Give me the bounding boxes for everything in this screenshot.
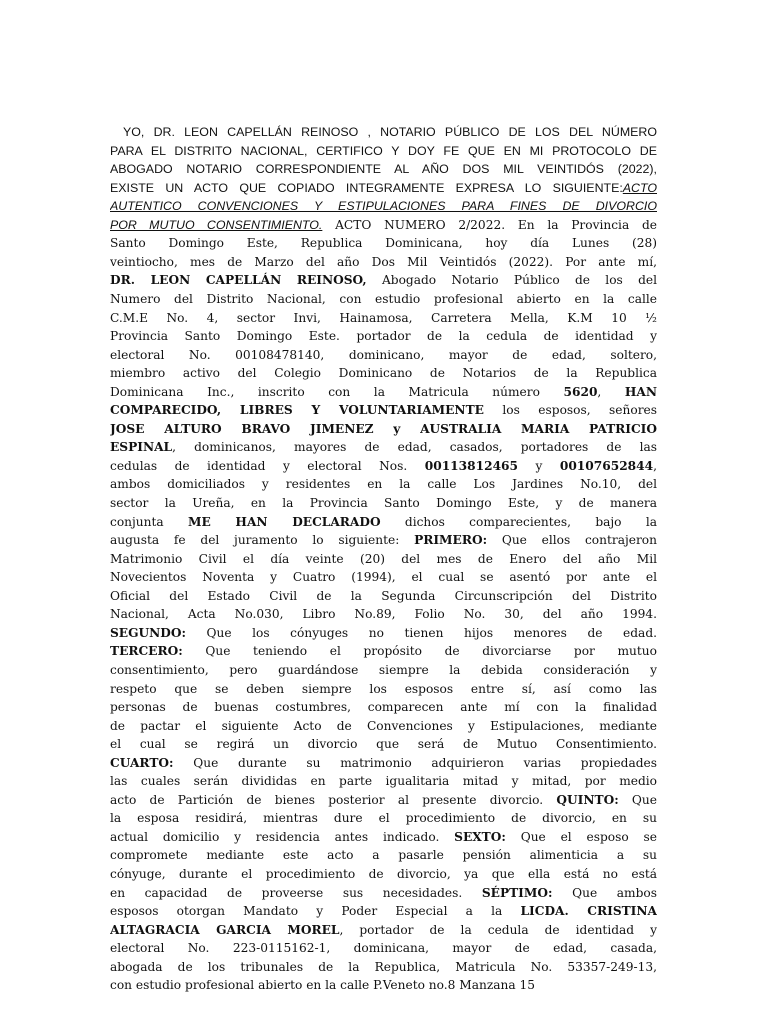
text-line [123, 123, 657, 142]
text-segment: los esposos, señores [483, 403, 657, 417]
text-segment: el cual se regirá un divorcio que será de Mutuo Consentimiento. [110, 737, 657, 751]
text-segment: Abogado Notario Público de los del [366, 273, 657, 287]
text-line [110, 346, 657, 365]
text-line [110, 661, 657, 680]
text-segment: en capacidad de proveerse sus necesidades. [110, 886, 482, 900]
text-segment: , [597, 385, 625, 399]
text-line [110, 197, 657, 216]
text-line [110, 234, 657, 253]
text-line [110, 327, 657, 346]
text-line [110, 475, 657, 494]
bold-text: LICDA. CRISTINA [520, 904, 657, 918]
text-line [110, 735, 657, 754]
text-segment: Dominicana Inc., inscrito con la Matricula número [110, 385, 564, 399]
text-segment: Que [618, 793, 657, 807]
text-line [110, 791, 657, 810]
text-segment: cónyuge, durante el procedimiento de divorcio, ya que ella está no está [110, 867, 657, 881]
text-line [110, 939, 657, 958]
bold-text: JOSE ALTURO BRAVO JIMENEZ y AUSTRALIA MARIA PATRICIO [110, 422, 657, 436]
text-line [110, 902, 657, 921]
text-line [110, 717, 657, 736]
underlined-title-text: POR MUTUO CONSENTIMIENTO. [110, 218, 323, 232]
text-segment: Nacional, Acta No.030, Libro No.89, Folio No. 30, del año 1994. [110, 607, 657, 621]
text-segment: consentimiento, pero guardándose siempre la debida consideración y [110, 663, 657, 677]
bold-text: QUINTO: [556, 793, 619, 807]
text-line [110, 846, 657, 865]
text-line [110, 568, 657, 587]
text-line [110, 216, 657, 235]
text-line [110, 772, 657, 791]
text-segment: miembro activo del Colegio Dominicano de Notarios de la Republica [110, 366, 657, 380]
text-line [110, 290, 657, 309]
text-segment: compromete mediante este acto a pasarle pensión alimenticia a su [110, 848, 657, 862]
bold-text: CUARTO: [110, 756, 174, 770]
text-segment: de pactar el siguiente Acto de Convenciones y Estipulaciones, mediante [110, 719, 657, 733]
text-segment: respeto que se deben siempre los esposos entre sí, así como las [110, 682, 657, 696]
text-line [110, 531, 657, 550]
text-line [110, 884, 657, 903]
text-segment: electoral No. 00108478140, dominicano, mayor de edad, soltero, [110, 348, 657, 362]
text-line [110, 550, 657, 569]
text-line [110, 754, 657, 773]
text-line [110, 865, 657, 884]
text-line [110, 364, 657, 383]
text-line [110, 438, 657, 457]
bold-text: SEXTO: [454, 830, 506, 844]
text-line [110, 921, 657, 940]
text-segment: Numero del Distrito Nacional, con estudio profesional abierto en la calle [110, 292, 657, 306]
text-segment: electoral No. 223-0115162-1, dominicana, mayor de edad, casada, [110, 941, 657, 955]
text-line [110, 513, 657, 532]
text-segment: Que el esposo se [505, 830, 657, 844]
text-segment: PARA EL DISTRITO NACIONAL, CERTIFICO Y DOY FE QUE EN MI PROTOCOLO DE [110, 144, 657, 158]
bold-text: 00113812465 [424, 459, 519, 473]
text-line [110, 271, 657, 290]
text-line [110, 457, 657, 476]
text-line [110, 494, 657, 513]
text-line [110, 587, 657, 606]
text-line [110, 605, 657, 624]
text-line [110, 698, 657, 717]
text-segment: Que ambos [552, 886, 657, 900]
text-segment: ambos domiciliados y residentes en la calle Los Jardines No.10, del [110, 477, 657, 491]
text-segment: C.M.E No. 4, sector Invi, Hainamosa, Carretera Mella, K.M 10 ½ [110, 311, 657, 325]
text-segment: Oficial del Estado Civil de la Segunda Circunscripción del Distrito [110, 589, 657, 603]
bold-text: PRIMERO: [414, 533, 488, 547]
text-segment: Santo Domingo Este, Republica Dominicana, hoy día Lunes (28) [110, 236, 657, 250]
text-segment: , [653, 459, 657, 473]
text-line [110, 958, 657, 977]
text-line [110, 309, 657, 328]
text-segment: acto de Partición de bienes posterior al presente divorcio. [110, 793, 557, 807]
text-line [110, 179, 657, 198]
text-segment: Que teniendo el propósito de divorciarse por mutuo [182, 644, 657, 658]
underlined-title-text: ACTO [622, 181, 657, 195]
text-line [110, 680, 657, 699]
text-segment: cedulas de identidad y electoral Nos. [110, 459, 425, 473]
bold-text: SÉPTIMO: [481, 886, 553, 900]
bold-text: DR. LEON CAPELLÁN REINOSO, [110, 273, 367, 287]
text-segment: las cuales serán divididas en parte igualitaria mitad y mitad, por medio [110, 774, 657, 788]
text-line [110, 142, 657, 161]
text-segment: Que los cónyuges no tienen hijos menores de edad. [185, 626, 657, 640]
text-segment: personas de buenas costumbres, comparecen ante mí con la finalidad [110, 700, 657, 714]
text-segment: Provincia Santo Domingo Este. portador de la cedula de identidad y [110, 329, 657, 343]
text-segment: ACTO NUMERO 2/2022. En la Provincia de [322, 218, 657, 232]
text-segment: EXISTE UN ACTO QUE COPIADO INTEGRAMENTE EXPRESA LO SIGUIENTE: [110, 181, 623, 195]
text-line [110, 420, 657, 439]
text-segment: , dominicanos, mayores de edad, casados, portadores de las [172, 440, 657, 454]
text-line [110, 401, 657, 420]
text-line [110, 160, 657, 179]
bold-text: 5620 [563, 385, 598, 399]
bold-text: ME HAN DECLARADO [187, 515, 381, 529]
bold-text: SEGUNDO: [110, 626, 186, 640]
text-segment: Novecientos Noventa y Cuatro (1994), el cual se asentó por ante el [110, 570, 657, 584]
text-line [110, 383, 657, 402]
text-segment: Que durante su matrimonio adquirieron varias propiedades [173, 756, 657, 770]
text-segment: ABOGADO NOTARIO CORRESPONDIENTE AL AÑO DOS MIL VEINTIDÓS (2022), [110, 162, 657, 176]
bold-text: 00107652844 [559, 459, 654, 473]
underlined-title-text: AUTENTICO CONVENCIONES Y ESTIPULACIONES PARA FINES DE DIVORCIO [110, 199, 657, 213]
text-segment: YO, DR. LEON CAPELLÁN REINOSO , NOTARIO PÚBLICO DE LOS DEL NÚMERO [123, 125, 657, 139]
bold-text: HAN [624, 385, 657, 399]
text-line [110, 828, 657, 847]
bold-text: COMPARECIDO, LIBRES Y VOLUNTARIAMENTE [110, 403, 484, 417]
text-segment: y [518, 459, 560, 473]
text-segment: Que ellos contrajeron [487, 533, 657, 547]
text-segment: sector la Ureña, en la Provincia Santo Domingo Este, y de manera [110, 496, 657, 510]
bold-text: ALTAGRACIA GARCIA MOREL [110, 923, 340, 937]
text-segment: augusta fe del juramento lo siguiente: [110, 533, 415, 547]
text-segment: conjunta [110, 515, 188, 529]
text-segment: veintiocho, mes de Marzo del año Dos Mil Veintidós (2022). Por ante mí, [110, 255, 657, 269]
text-line [110, 624, 657, 643]
text-segment: esposos otorgan Mandato y Poder Especial a la [110, 904, 521, 918]
text-segment: abogada de los tribunales de la Republica, Matricula No. 53357-249-13, [110, 960, 657, 974]
bold-text: TERCERO: [110, 644, 183, 658]
text-line [110, 976, 657, 995]
text-segment: con estudio profesional abierto en la calle P.Veneto no.8 Manzana 15 [110, 978, 536, 992]
bold-text: ESPINAL [110, 440, 173, 454]
text-line [110, 642, 657, 661]
text-segment: actual domicilio y residencia antes indicado. [110, 830, 455, 844]
text-segment: la esposa residirá, mientras dure el procedimiento de divorcio, en su [110, 811, 657, 825]
text-line [110, 809, 657, 828]
text-segment: , portador de la cedula de identidad y [339, 923, 657, 937]
text-segment: Matrimonio Civil el día veinte (20) del mes de Enero del año Mil [110, 552, 657, 566]
text-segment: dichos comparecientes, bajo la [380, 515, 657, 529]
text-line [110, 253, 657, 272]
